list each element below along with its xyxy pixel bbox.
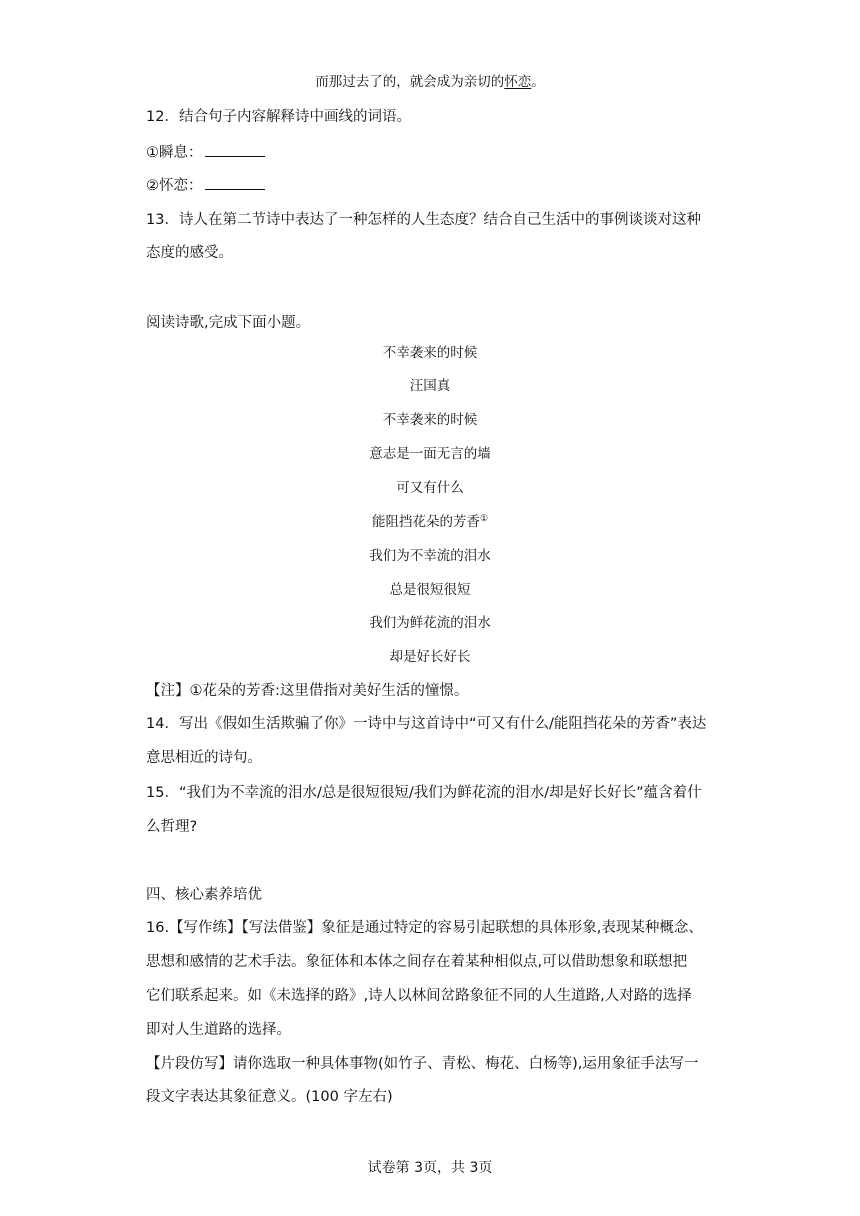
q12-item-1 xyxy=(146,142,265,163)
question-13-line1: 13．诗人在第二节诗中表达了一种怎样的人生态度？结合自己生活中的事例谈谈对这种 xyxy=(146,212,701,228)
q12-item-2-label: ②怀恋： xyxy=(146,178,203,194)
poem-line-8: 却是好长好长 xyxy=(389,649,471,665)
q12-item-2 xyxy=(146,175,265,196)
poem-line-punct: 。 xyxy=(531,74,545,90)
poem-line-3: 可又有什么 xyxy=(396,480,464,496)
poem-line-6: 总是很短很短 xyxy=(389,582,471,598)
question-16-line1: 16.【写作练】【写法借鉴】象征是通过特定的容易引起联想的具体形象,表现某种概念、 xyxy=(146,920,703,936)
question-16-line6: 段文字表达其象征意义。(100 字左右) xyxy=(146,1089,393,1105)
page-footer: 试卷第 3页，共 3页 xyxy=(367,1160,493,1176)
poem-closing-line xyxy=(0,72,860,92)
question-14-line1: 14．写出《假如生活欺骗了你》一诗中与这首诗中“可又有什么/能阻挡花朵的芳香”表达 xyxy=(146,716,707,732)
poem-line-5: 我们为不幸流的泪水 xyxy=(369,548,491,564)
footnote-marker: ① xyxy=(479,514,489,524)
question-16-line2: 思想和感情的艺术手法。象征体和本体之间存在着某种相似点,可以借助想象和联想把 xyxy=(146,954,688,970)
poem-line-text: 而那过去了的，就会成为亲切的 xyxy=(315,74,505,90)
poem-author: 汪国真 xyxy=(409,378,451,394)
poem-line-7: 我们为鲜花流的泪水 xyxy=(369,615,491,631)
question-16-line5: 【片段仿写】请你选取一种具体事物(如竹子、青松、梅花、白杨等),运用象征手法写一 xyxy=(146,1056,699,1072)
q12-item-1-label: ①瞬息： xyxy=(146,145,203,161)
poem-note: 【注】①花朵的芳香:这里借指对美好生活的憧憬。 xyxy=(146,683,469,699)
poem-title: 不幸袭来的时候 xyxy=(382,345,478,361)
poem-line-4-text: 能阻挡花朵的芳香 xyxy=(371,514,480,530)
answer-blank-1[interactable] xyxy=(205,142,265,157)
section-heading: 四、核心素养培优 xyxy=(146,887,262,903)
question-16-line3: 它们联系起来。如《未选择的路》,诗人以林间岔路象征不同的人生道路,人对路的选择 xyxy=(146,988,692,1004)
question-15-line1: 15．“我们为不幸流的泪水/总是很短很短/我们为鲜花流的泪水/却是好长好长”蕴含着什 xyxy=(146,785,702,801)
poem-line-4 xyxy=(0,512,860,532)
question-14-line2: 意思相近的诗句。 xyxy=(146,750,262,766)
answer-blank-2[interactable] xyxy=(205,175,265,190)
question-13-line2: 态度的感受。 xyxy=(146,245,233,261)
underlined-word: 怀恋 xyxy=(504,74,532,90)
question-16-line4: 即对人生道路的选择。 xyxy=(146,1022,291,1038)
poem-line-1: 不幸袭来的时候 xyxy=(382,412,478,428)
question-12: 12．结合句子内容解释诗中画线的词语。 xyxy=(146,109,411,125)
question-15-line2: 么哲理? xyxy=(146,819,198,835)
reading-instruction: 阅读诗歌,完成下面小题。 xyxy=(146,315,311,331)
poem-line-2: 意志是一面无言的墙 xyxy=(369,446,491,462)
